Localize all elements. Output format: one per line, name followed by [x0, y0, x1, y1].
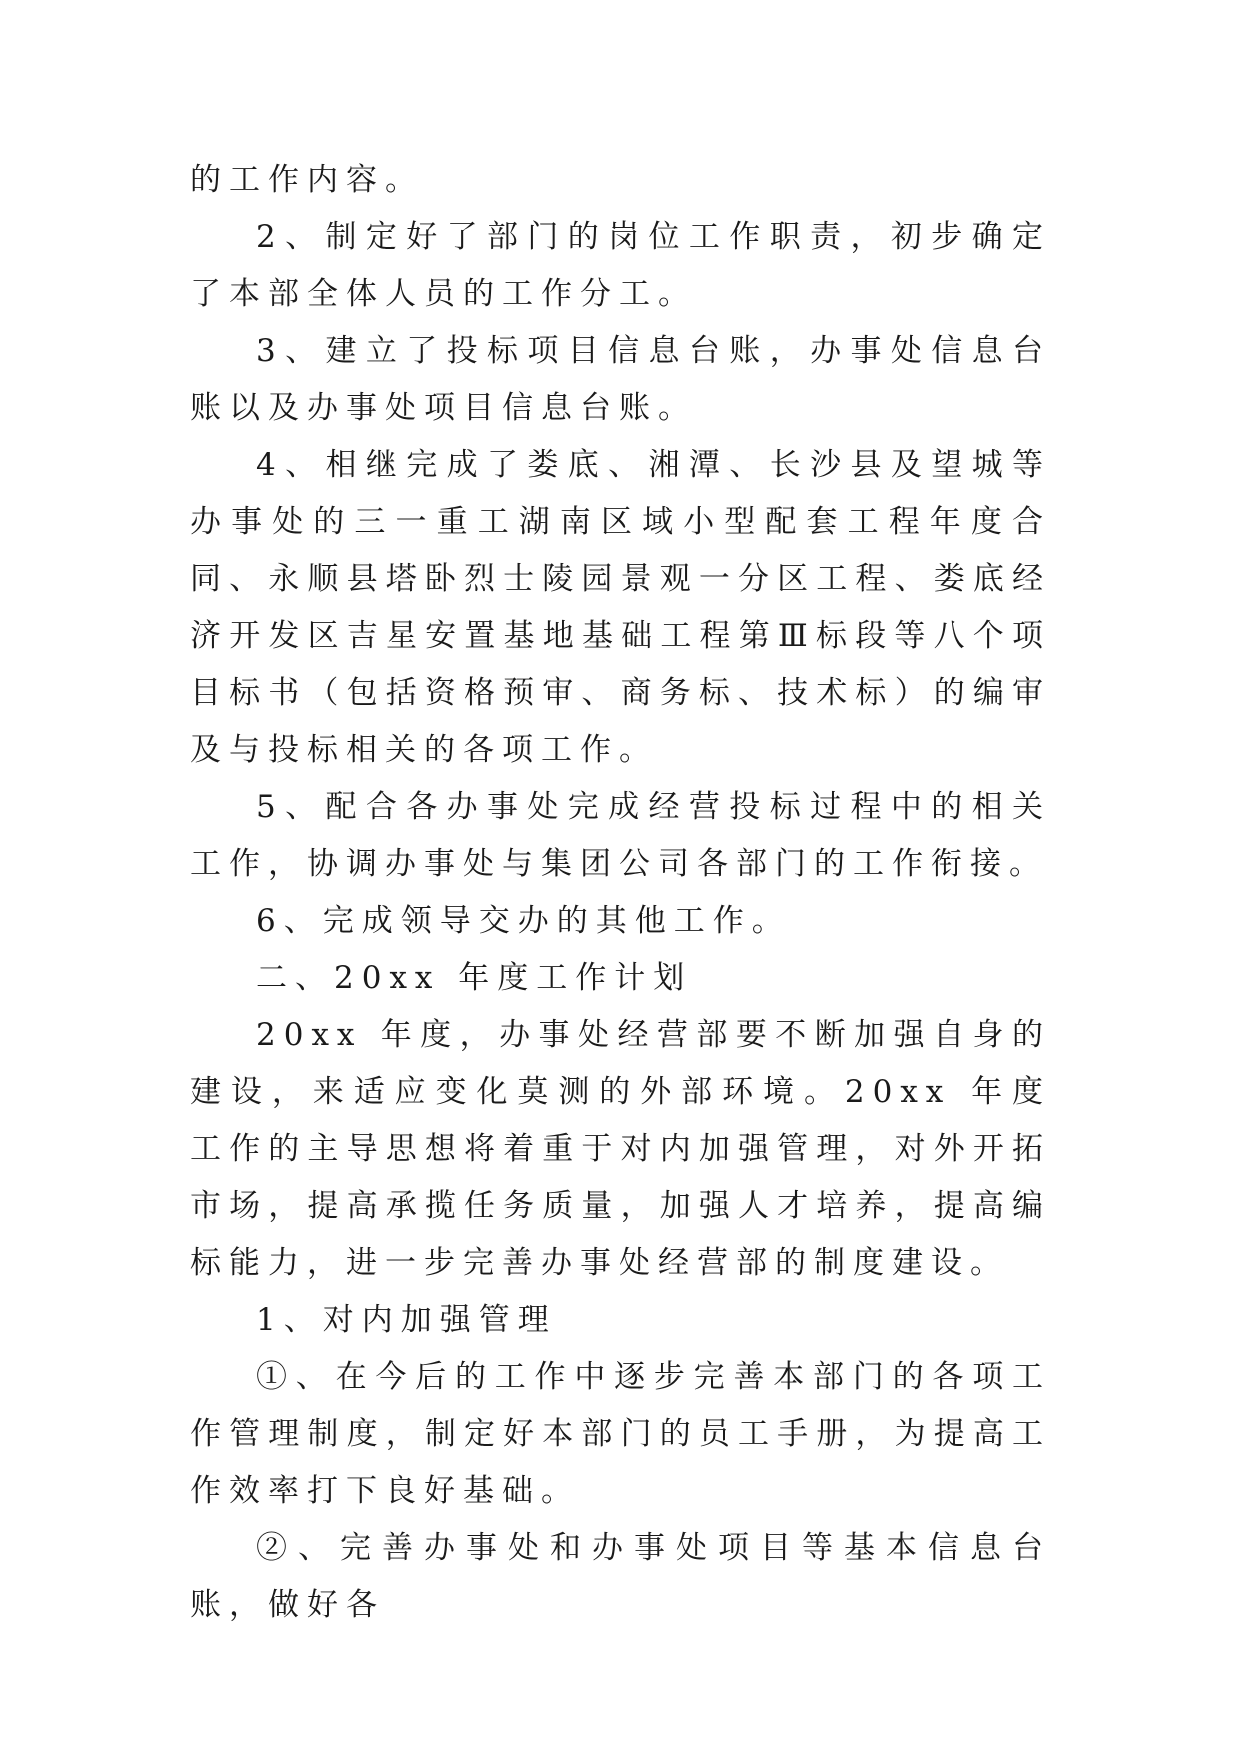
- paragraph-continuation: 的工作内容。: [190, 162, 424, 198]
- paragraph-item-5: 5、配合各办事处完成经营投标过程中的相关工作，协调办事处与集团公司各部门的工作衔接。: [190, 789, 1051, 882]
- paragraph-item-2: 2、制定好了部门的岗位工作职责，初步确定了本部全体人员的工作分工。: [190, 219, 1051, 312]
- section-heading-work-plan: 二、20xx 年度工作计划: [256, 960, 693, 996]
- subheading-internal-management: 1、对内加强管理: [256, 1302, 557, 1338]
- paragraph-plan-item-1: ①、在今后的工作中逐步完善本部门的各项工作管理制度，制定好本部门的员工手册，为提高工作效率打下良好基础。: [190, 1359, 1051, 1509]
- paragraph-item-4: 4、相继完成了娄底、湘潭、长沙县及望城等办事处的三一重工湖南区域小型配套工程年度合同、永顺县塔卧烈士陵园景观一分区工程、娄底经济开发区吉星安置基地基础工程第Ⅲ标段等八个项目标书（包括资格预审、商务标、技术标）的编审及与投标相关的各项工作。: [190, 447, 1051, 768]
- paragraph-item-6: 6、完成领导交办的其他工作。: [256, 903, 791, 939]
- paragraph-plan-item-2: ②、完善办事处和办事处项目等基本信息台账，做好各: [190, 1530, 1051, 1623]
- document-body: [190, 152, 1051, 1634]
- paragraph-plan-intro: 20xx 年度，办事处经营部要不断加强自身的建设，来适应变化莫测的外部环境。20xx 年度工作的主导思想将着重于对内加强管理，对外开拓市场，提高承揽任务质量，加强人才培养，提高编标能力，进一步完善办事处经营部的制度建设。: [190, 1017, 1051, 1281]
- paragraph-item-3: 3、建立了投标项目信息台账，办事处信息台账以及办事处项目信息台账。: [190, 333, 1051, 426]
